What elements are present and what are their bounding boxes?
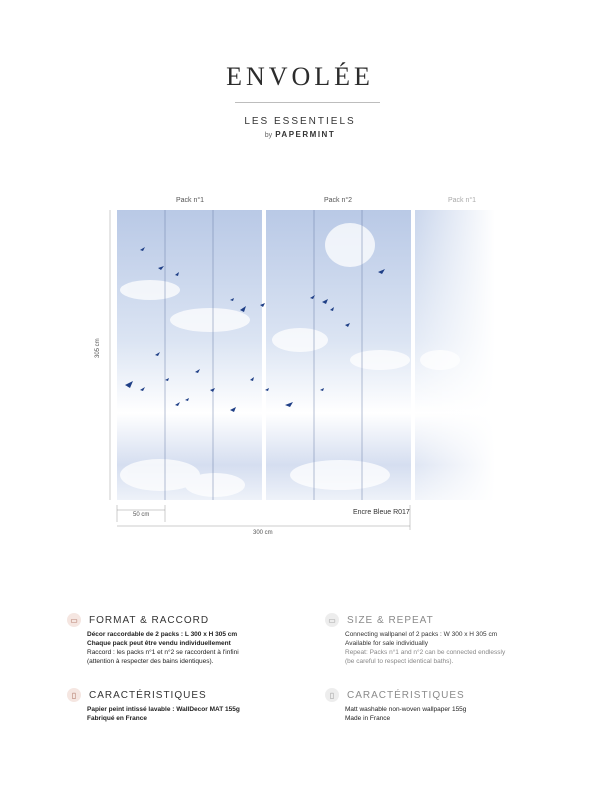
color-reference: Encre Bleue R017 xyxy=(353,509,410,516)
carac-section-fr xyxy=(67,688,307,723)
format-line: Chaque pack peut être vendu individuellement xyxy=(87,640,231,647)
carac-lines-en xyxy=(345,705,565,723)
strip-width-label: 50 cm xyxy=(133,512,150,518)
format-line: (attention à respecter des bains identiques). xyxy=(87,658,214,665)
carac-title-fr: CARACTÉRISTIQUES xyxy=(89,689,207,701)
book-icon: ▯ xyxy=(67,688,81,702)
total-width-label: 300 cm xyxy=(253,530,273,536)
mural-preview xyxy=(0,210,600,540)
brand-name: PAPERMINT xyxy=(275,130,336,139)
format-line: Décor raccordable de 2 packs : L 300 x H 305 cm xyxy=(87,631,238,638)
title-divider xyxy=(235,102,380,103)
height-label: 305 cm xyxy=(95,338,101,358)
brand-by: by xyxy=(264,132,273,139)
size-line: Repeat: Packs n°1 and n°2 can be connected endlessly xyxy=(345,649,506,656)
ruler-icon: ▭ xyxy=(325,613,339,627)
pack1-panel xyxy=(117,210,262,500)
pack-ghost-label: Pack n°1 xyxy=(447,197,477,204)
carac-lines-fr xyxy=(87,705,307,723)
brand-line xyxy=(0,130,600,139)
collection-name: LES ESSENTIELS xyxy=(244,116,356,127)
carac-line: Papier peint intissé lavable : WallDecor MAT 155g xyxy=(87,706,240,713)
format-lines xyxy=(87,630,307,666)
size-line: (be careful to respect identical baths). xyxy=(345,658,454,665)
product-title: ENVOLÉE xyxy=(226,62,374,91)
carac-line: Fabriqué en France xyxy=(87,715,147,722)
carac-title-en: CARACTÉRISTIQUES xyxy=(347,689,465,701)
size-line: Connecting wallpanel of 2 packs : W 300 x H 305 cm xyxy=(345,631,498,638)
ruler-icon: ▭ xyxy=(67,613,81,627)
size-lines xyxy=(345,630,565,666)
book-icon: ▯ xyxy=(325,688,339,702)
carac-line: Made in France xyxy=(345,715,391,722)
pack2-label: Pack n°2 xyxy=(323,197,353,204)
size-title: SIZE & REPEAT xyxy=(347,614,434,626)
size-line: Available for sale individually xyxy=(345,640,428,647)
format-line: Raccord : les packs n°1 et n°2 se raccordent à l'infini xyxy=(87,649,239,656)
size-section-en xyxy=(325,613,565,666)
carac-section-en xyxy=(325,688,565,723)
carac-line: Matt washable non-woven wallpaper 155g xyxy=(345,706,467,713)
format-title: FORMAT & RACCORD xyxy=(89,614,210,626)
pack1-label: Pack n°1 xyxy=(175,197,205,204)
format-section-fr xyxy=(67,613,307,666)
